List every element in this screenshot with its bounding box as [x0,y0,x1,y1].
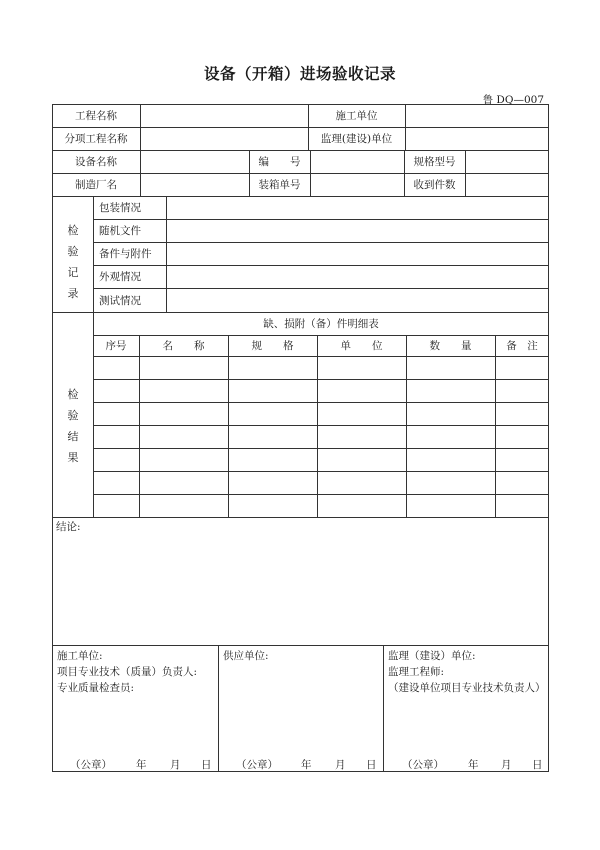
owner-tech-lead-label: （建设单位项目专业技术负责人） [388,682,546,694]
col-divider [218,645,219,772]
record-item-documents: 随机文件 [99,225,141,237]
contractor-label: 施工单位 [335,110,378,122]
spec-model-field[interactable] [465,150,549,173]
testing-field[interactable] [166,288,549,312]
manufacturer-field[interactable] [140,173,249,196]
record-label-char: 记 [67,266,79,279]
appearance-field[interactable] [166,265,549,288]
col-header-remark: 备 注 [506,340,538,352]
manufacturer-label: 制造厂名 [75,179,117,191]
col-divider [383,645,384,772]
supplier-seal-label: （公章） [236,759,278,771]
date-year-label: 年 [136,759,147,771]
row-divider [93,494,549,495]
record-label-char: 验 [67,245,79,258]
equipment-name-label: 设备名称 [75,156,117,168]
col-divider [406,335,407,517]
number-field[interactable] [310,150,404,173]
row-divider [52,645,549,646]
row-divider [93,402,549,403]
col-divider [317,335,318,517]
row-divider [52,312,549,313]
supplier-sign-label: 供应单位: [223,650,269,662]
record-item-packaging: 包装情况 [99,202,141,214]
result-label-char: 结 [67,430,79,443]
form-code: 鲁 DQ—007 [482,94,544,106]
record-item-appearance: 外观情况 [99,271,141,283]
sub-project-label: 分项工程名称 [64,133,128,145]
date-day-label: 日 [201,759,212,771]
row-divider [93,425,549,426]
date-year-label: 年 [468,759,479,771]
result-label-char: 果 [67,451,79,464]
date-day-label: 日 [532,759,543,771]
record-item-spare-parts: 备件与附件 [99,248,152,260]
supervisor-field[interactable] [405,127,549,150]
sub-project-field[interactable] [140,127,308,150]
date-month-label: 月 [335,759,346,771]
contractor-seal-label: （公章） [70,759,112,771]
col-divider [495,335,496,517]
spec-model-label: 规格型号 [413,156,456,168]
supervisor-seal-label: （公章） [402,759,444,771]
col-divider [228,335,229,517]
date-month-label: 月 [170,759,181,771]
packing-list-label: 装箱单号 [258,179,301,191]
received-qty-label: 收到件数 [413,179,456,191]
project-name-field[interactable] [140,104,308,127]
col-header-name: 名 称 [162,340,205,352]
page-title: 设备（开箱）进场验收记录 [203,65,396,83]
row-divider [93,471,549,472]
record-item-testing: 测试情况 [99,295,141,307]
project-name-label: 工程名称 [75,110,117,122]
col-header-unit: 单 位 [340,340,383,352]
packing-list-field[interactable] [310,173,404,196]
number-label: 编 号 [258,156,301,168]
supervisor-sign-label: 监理（建设）单位: [388,650,476,662]
record-label-char: 检 [67,224,79,237]
col-divider [139,335,140,517]
date-month-label: 月 [501,759,512,771]
equipment-name-field[interactable] [140,150,249,173]
received-qty-field[interactable] [465,173,549,196]
documents-field[interactable] [166,219,549,242]
row-divider [52,517,549,518]
missing-parts-table-title: 缺、损附（备）件明细表 [263,318,379,330]
result-label-char: 检 [67,388,79,401]
quality-inspector-label: 专业质量检查员: [57,682,135,694]
row-divider [93,356,549,357]
row-divider [93,335,549,336]
contractor-sign-label: 施工单位: [57,650,103,662]
col-header-seq: 序号 [105,340,127,352]
date-year-label: 年 [301,759,312,771]
record-label-char: 录 [67,287,79,300]
conclusion-field[interactable] [52,535,549,643]
row-divider [93,379,549,380]
row-divider [93,448,549,449]
date-day-label: 日 [366,759,377,771]
tech-lead-label: 项目专业技术（质量）负责人: [57,666,198,678]
spare-parts-field[interactable] [166,242,549,265]
packaging-field[interactable] [166,196,549,219]
result-label-char: 验 [67,409,79,422]
col-header-spec: 规 格 [251,340,294,352]
conclusion-label: 结论: [56,521,81,533]
supervising-engineer-label: 监理工程师: [388,666,445,678]
col-header-qty: 数 量 [429,340,472,352]
supervisor-label: 监理(建设)单位 [320,133,393,145]
contractor-field[interactable] [405,104,549,127]
